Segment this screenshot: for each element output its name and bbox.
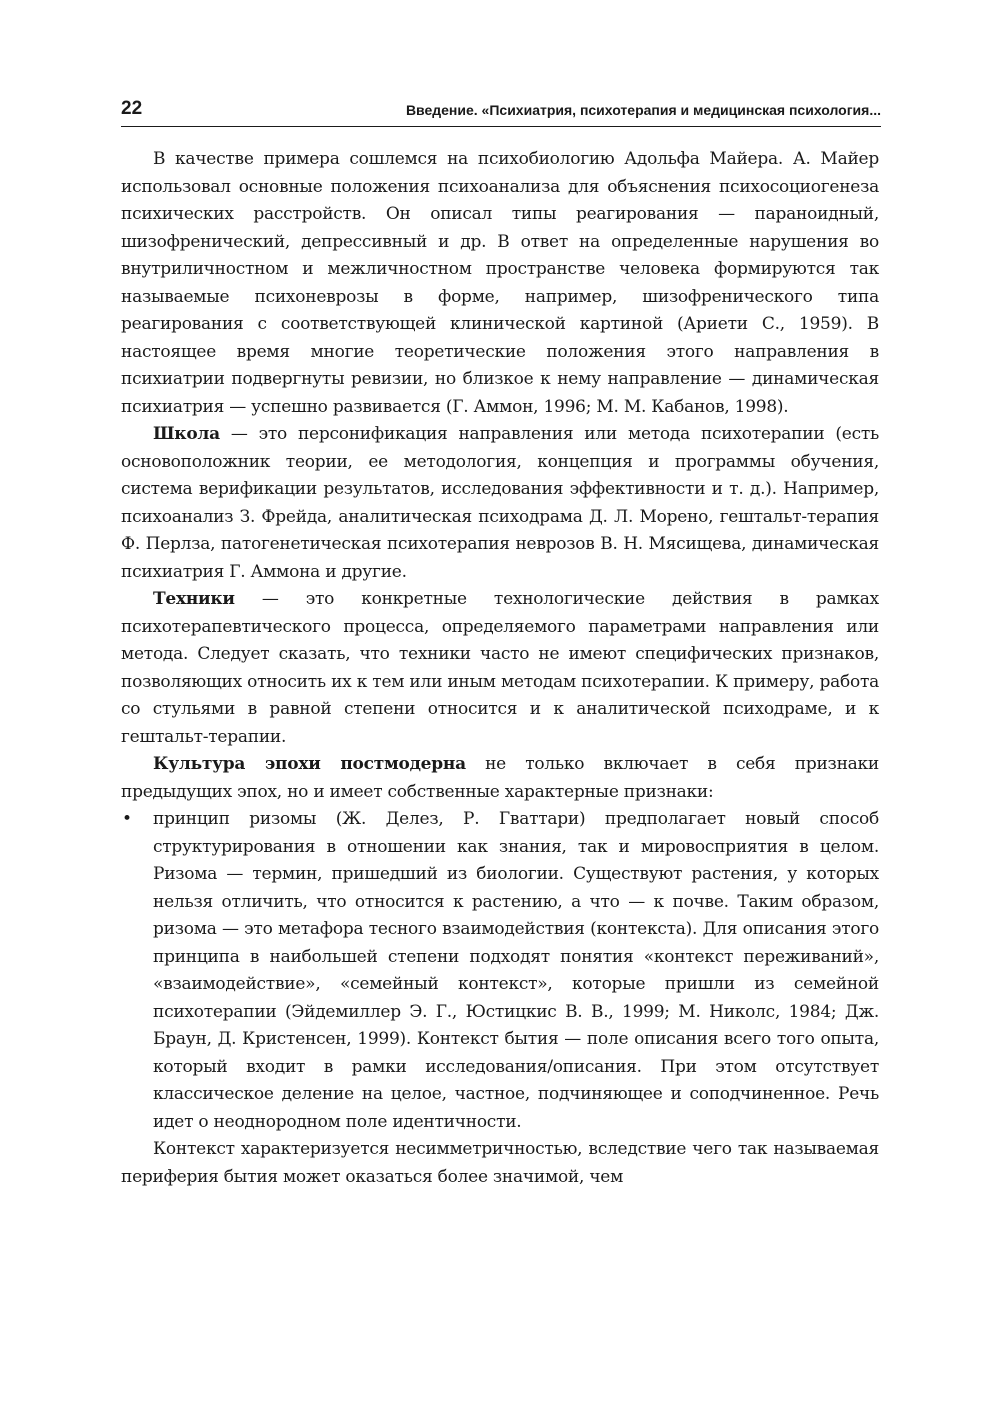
paragraph-context: [121, 1136, 879, 1191]
page-header: [121, 96, 881, 124]
paragraph-text: — это персонификация направления или метода психотерапии (есть основоположник теории, ее методология, концепция и программы обучения, система верификации результатов, исследования эффективности и т. д.). Например, психоанализ З. Фрейда, аналитическая психодрама Д. Л. Морено, гештальт-терапия Ф. Перлза, патогенетическая психотерапия неврозов В. Н. Мясищева, динамическая психиатрия Г. Аммона и другие.: [121, 424, 879, 582]
running-title: Введение. «Психиатрия, психотерапия и медицинская психология...: [405, 102, 881, 118]
page-number: 22: [121, 98, 143, 119]
paragraph-text: не только включает в себя признаки предыдущих эпох, но и имеет собственные характерные признаки:: [121, 754, 880, 802]
header-rule: [121, 126, 881, 127]
bullet-text: принцип ризомы (Ж. Делез, Р. Гваттари) предполагает новый способ структурирования в отношении как знания, так и мировосприятия в целом. Ризома — термин, пришедший из биологии. Существуют растения, у которых нельзя отличить, что относится к растению, а что — к почве. Таким образом, ризома — это метафора тесного взаимодействия (контекста). Для описания этого принципа в наибольшей степени подходят понятия «контекст переживаний», «взаимодействие», «семейный контекст», которые пришли из семейной психотерапии (Эйдемиллер Э. Г., Юстицкис В. В., 1999; М. Николс, 1984; Дж. Браун, Д. Кристенсен, 1999). Контекст бытия — поле описания всего того опыта, который входит в рамки исследования/описания. При этом отсутствует классическое деление на целое, частное, подчиняющее и соподчиненное. Речь идет о неоднородном поле идентичности.: [153, 809, 879, 1132]
paragraph-techniques: [121, 586, 879, 751]
bullet-item-rhizome: [121, 806, 879, 1136]
term-postmodern-culture: Культура эпохи постмодерна: [153, 754, 466, 774]
paragraph-text: — это конкретные технологические действия в рамках психотерапевтического процесса, определяемого параметрами направления или метода. Следует сказать, что техники часто не имеют специфических признаков, позволяющих относить их к тем или иным методам психотерапии. К примеру, работа со стульями в равной степени относится и к аналитической психодраме, и к гештальт-терапии.: [121, 589, 879, 747]
term-school: Школа: [153, 424, 220, 444]
paragraph-adolf-meyer: [121, 146, 879, 421]
page-body: [121, 146, 879, 1191]
paragraph-postmodern-culture: [121, 751, 879, 806]
paragraph-text: Контекст характеризуется несимметричностью, вследствие чего так называемая периферия бытия может оказаться более значимой, чем: [121, 1139, 879, 1187]
term-techniques: Техники: [153, 589, 235, 609]
paragraph-text: В качестве примера сошлемся на психобиологию Адольфа Майера. А. Майер использовал основные положения психоанализа для объяснения психосоциогенеза психических расстройств. Он описал типы реагирования — параноидный, шизофренический, депрессивный и др. В ответ на определенные нарушения во внутриличностном и межличностном пространстве человека формируются так называемые психоневрозы в форме, например, шизофренического типа реагирования с соответствующей клинической картиной (Ариети С., 1959). В настоящее время многие теоретические положения этого направления в психиатрии подвергнуты ревизии, но близкое к нему направление — динамическая психиатрия — успешно развивается (Г. Аммон, 1996; М. М. Кабанов, 1998).: [121, 149, 879, 417]
paragraph-school: [121, 421, 879, 586]
bullet-icon: •: [122, 809, 132, 829]
